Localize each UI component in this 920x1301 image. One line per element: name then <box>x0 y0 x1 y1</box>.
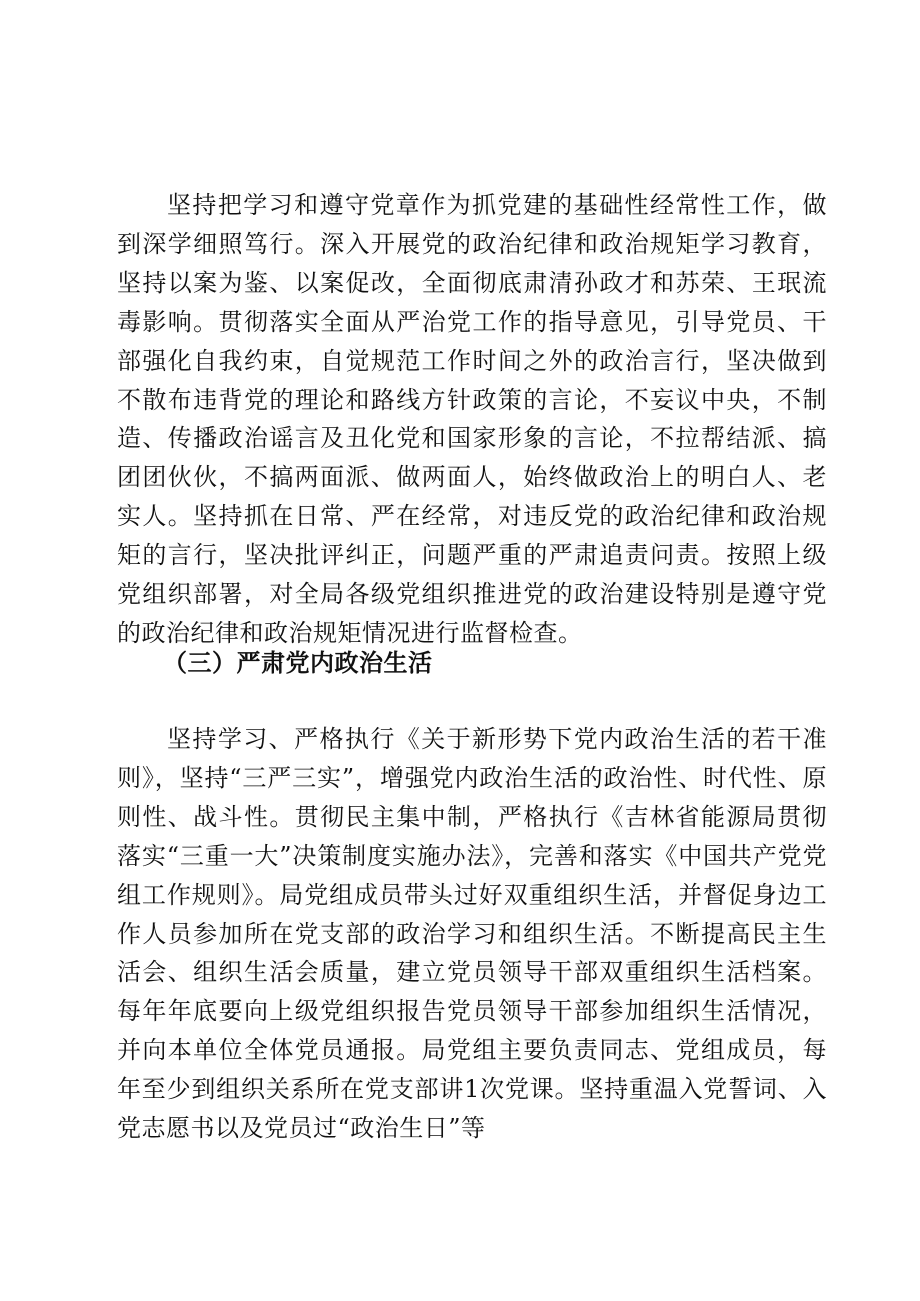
body-paragraph-1: 坚持把学习和遵守党章作为抓党建的基础性经常性工作，做到深学细照笃行。深入开展党的政治纪律和政治规矩学习教育，坚持以案为鉴、以案促改，全面彻底肃清孙政才和苏荣、王珉流毒影响。贯彻落实全面从严治党工作的指导意见，引导党员、干部强化自我约束，自觉规范工作时间之外的政治言行，坚决做到不散布违背党的理论和路线方针政策的言论，不妄议中央，不制造、传播政治谣言及丑化党和国家形象的言论，不拉帮结派、搞团团伙伙，不搞两面派、做两面人，始终做政治上的明白人、老实人。坚持抓在日常、严在经常，对违反党的政治纪律和政治规矩的言行，坚决批评纠正，问题严重的严肃追责问责。按照上级党组织部署，对全局各级党组织推进党的政治建设特别是遵守党的政治纪律和政治规矩情况进行监督检查。 <box>117 191 827 647</box>
section-heading: （三）严肃党内政治生活 <box>163 648 433 677</box>
body-paragraph-2: 坚持学习、严格执行《关于新形势下党内政治生活的若干准则》，坚持“三严三实”，增强党内政治生活的政治性、时代性、原则性、战斗性。贯彻民主集中制，严格执行《吉林省能源局贯彻落实“三重一大”决策制度实施办法》，完善和落实《中国共产党党组工作规则》。局党组成员带头过好双重组织生活，并督促身边工作人员参加所在党支部的政治学习和组织生活。不断提高民主生活会、组织生活会质量，建立党员领导干部双重组织生活档案。每年年底要向上级党组织报告党员领导干部参加组织生活情况，并向本单位全体党员通报。局党组主要负责同志、党组成员，每年至少到组织关系所在党支部讲1次党课。坚持重温入党誓词、入党志愿书以及党员过“政治生日”等 <box>117 725 827 1143</box>
